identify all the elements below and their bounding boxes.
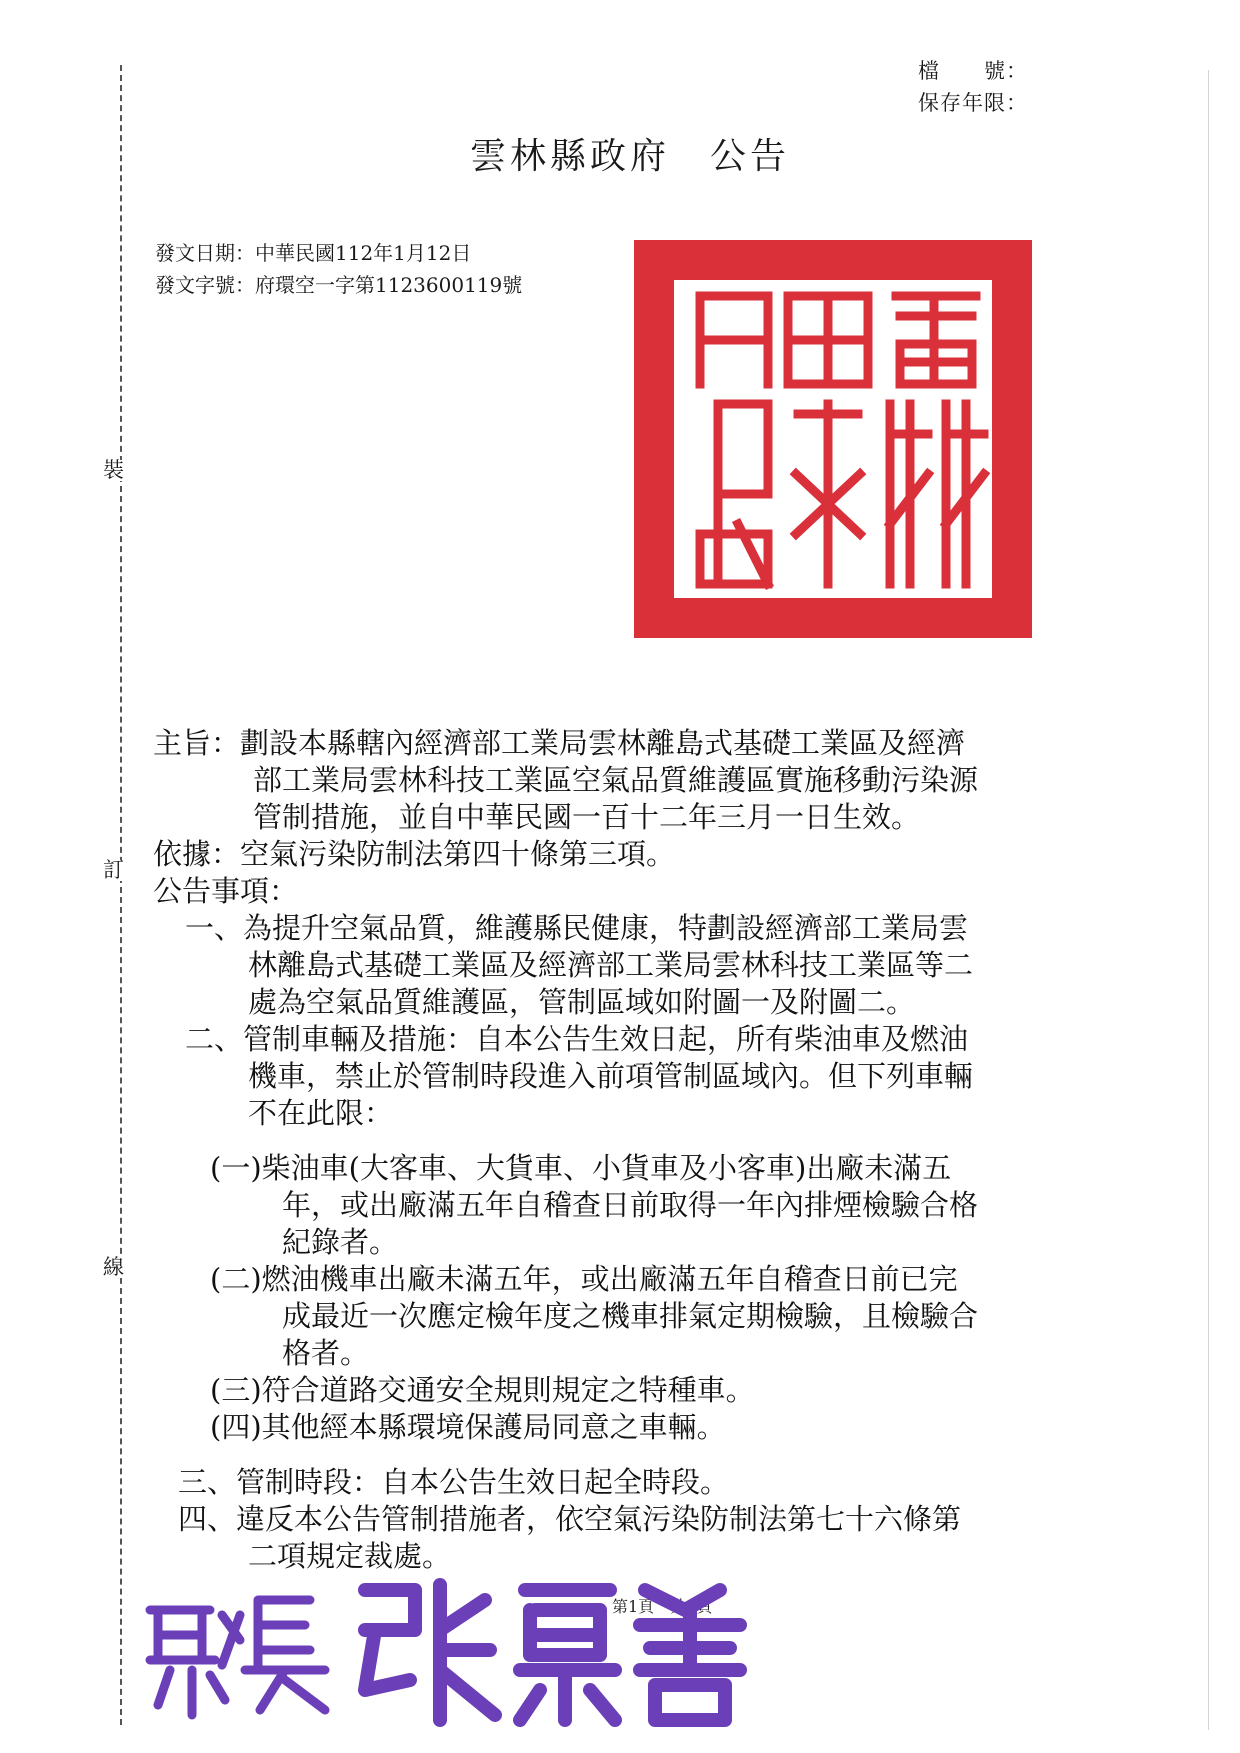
issue-ref-label: 發文字號： xyxy=(155,273,255,297)
sub-item-2-line-2: 成最近一次應定檢年度之機車排氣定期檢驗，且檢驗合 xyxy=(282,1299,979,1333)
sub-item-2-line-1: (二)燃油機車出廠未滿五年，或出廠滿五年自稽查日前已完 xyxy=(210,1262,958,1296)
item-2-line-1: 二、管制車輛及措施：自本公告生效日起，所有柴油車及燃油 xyxy=(185,1022,969,1056)
magistrate-signature-stamp xyxy=(140,1570,780,1730)
sub-item-3-line: (三)符合道路交通安全規則規定之特種車。 xyxy=(210,1373,755,1407)
issue-date xyxy=(155,237,471,266)
subject-line-2: 部工業局雲林科技工業區空氣品質維護區實施移動污染源 xyxy=(253,763,979,797)
signature-strokes xyxy=(150,1585,740,1720)
subject-line-1: 主旨：劃設本縣轄內經濟部工業局雲林離島式基礎工業區及經濟 xyxy=(153,726,966,760)
subject-line-3: 管制措施，並自中華民國一百十二年三月一日生效。 xyxy=(253,800,921,834)
item-4-line-1: 四、違反本公告管制措施者，依空氣污染防制法第七十六條第 xyxy=(178,1502,962,1536)
notice-items-heading: 公告事項： xyxy=(153,874,299,908)
official-seal xyxy=(628,234,1038,644)
basis-line: 依據：空氣污染防制法第四十條第三項。 xyxy=(153,837,676,871)
item-1-line-2: 林離島式基礎工業區及經濟部工業局雲林科技工業區等二 xyxy=(248,948,974,982)
binding-char-mid: 訂 xyxy=(103,858,124,882)
issue-ref-value: 府環空一字第1123600119號 xyxy=(255,273,523,297)
item-4-line-2: 二項規定裁處。 xyxy=(248,1539,452,1573)
binding-char-bottom: 線 xyxy=(103,1255,124,1279)
retention-label: 保存年限： xyxy=(918,91,1028,115)
sub-item-2-line-3: 格者。 xyxy=(282,1336,370,1370)
sub-item-1-line-3: 紀錄者。 xyxy=(282,1225,399,1259)
binding-line xyxy=(120,65,122,1725)
sub-item-4-line: (四)其他經本縣環境保護局同意之車輛。 xyxy=(210,1410,726,1444)
page-number: 第1頁 共1頁 xyxy=(612,1597,713,1616)
page-edge xyxy=(1208,70,1209,1730)
item-1-line-1: 一、為提升空氣品質，維護縣民健康，特劃設經濟部工業局雲 xyxy=(185,911,969,945)
item-2-line-2: 機車，禁止於管制時段進入前項管制區域內。但下列車輛 xyxy=(248,1059,974,1093)
item-3-line: 三、管制時段：自本公告生效日起全時段。 xyxy=(178,1465,730,1499)
item-2-line-3: 不在此限： xyxy=(248,1096,394,1130)
binding-char-top: 裝 xyxy=(103,458,124,482)
sub-item-1-line-1: (一)柴油車(大客車、大貨車、小貨車及小客車)出廠未滿五 xyxy=(210,1151,952,1185)
issue-date-label: 發文日期： xyxy=(155,241,255,265)
file-number-label: 檔 號： xyxy=(918,59,1028,83)
sub-item-1-line-2: 年，或出廠滿五年自稽查日前取得一年內排煙檢驗合格 xyxy=(282,1188,979,1222)
issue-ref xyxy=(155,269,522,298)
issue-date-value: 中華民國112年1月12日 xyxy=(255,241,472,265)
document-title: 雲林縣政府 公告 xyxy=(470,136,791,177)
item-1-line-3: 處為空氣品質維護區，管制區域如附圖一及附圖二。 xyxy=(248,985,916,1019)
